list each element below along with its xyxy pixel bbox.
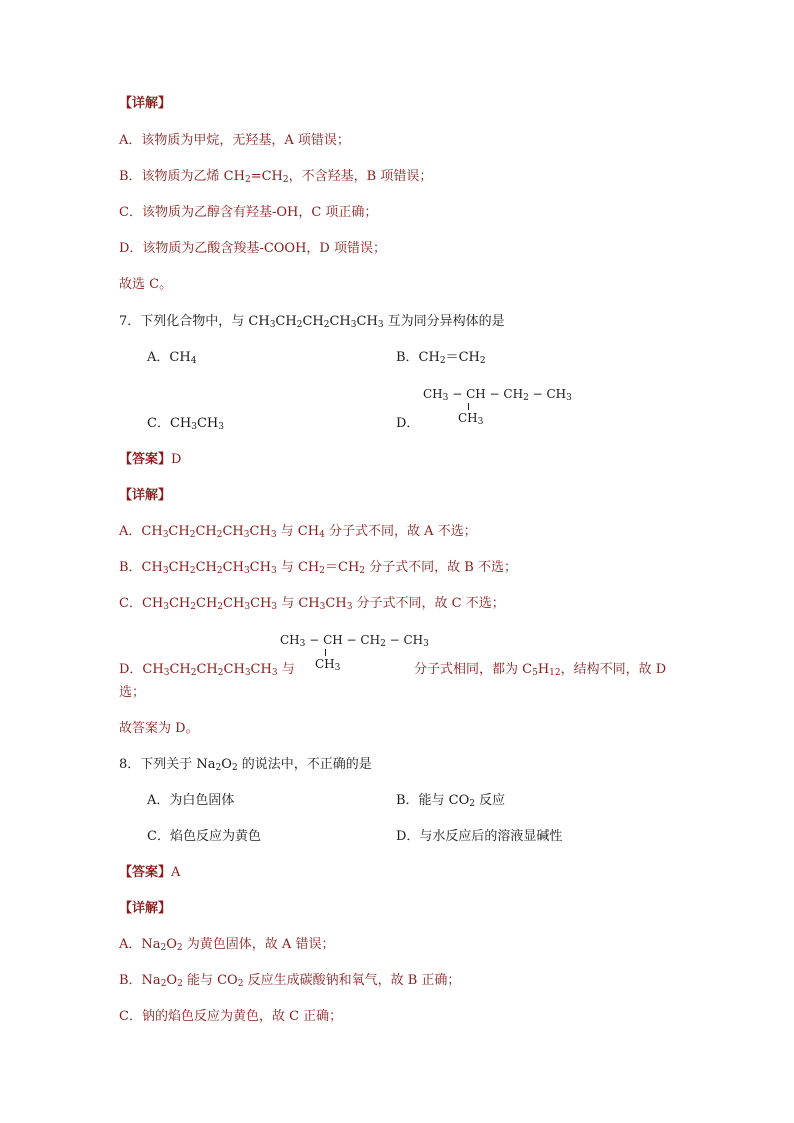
conclusion: 故选 C。	[119, 277, 173, 292]
subscript: 2	[244, 175, 251, 185]
structural-formula	[423, 386, 572, 427]
subscript: 2	[479, 356, 486, 366]
subscript: 12	[549, 668, 561, 678]
subscript: 3	[566, 393, 572, 403]
subscript: 2	[190, 668, 197, 678]
subscript: 3	[334, 663, 341, 673]
explain-option-d-right: 分子式相同，都为 $C_5H_{12}$，结构不同，故 D	[414, 662, 667, 678]
subscript: 5	[532, 668, 538, 678]
explain-option-a: A．该物质为甲烷，无羟基，A 项错误；	[119, 133, 350, 148]
subscript: 3	[423, 639, 429, 649]
subscript: 3	[346, 602, 353, 612]
subscript: 2	[217, 668, 224, 678]
explain-option-d: D．该物质为乙酸含羧基-COOH，D 项错误；	[119, 241, 386, 256]
subscript: 2	[217, 602, 224, 612]
subscript: 3	[163, 602, 169, 612]
answer-value: A	[171, 865, 181, 880]
subscript: 3	[269, 320, 276, 330]
subscript: 3	[162, 566, 169, 576]
explain-heading: 【详解】	[119, 96, 172, 111]
explain-option-a: A．$CH_3CH_2CH_2CH_3CH_3$ 与 $CH_4$ 分子式不同，故 A 不选；	[119, 524, 477, 540]
structural-formula-branch: $CH_3$	[315, 657, 341, 673]
subscript: 2	[380, 639, 386, 649]
question-7-option-b: B．$CH_2=CH_2$	[396, 350, 486, 366]
explain-option-b: B．该物质为乙烯 $CH_2=CH_2$，不含羟基，B 项错误；	[119, 169, 433, 185]
subscript: 2	[216, 530, 223, 540]
subscript: 2	[215, 763, 222, 773]
subscript: 3	[244, 668, 251, 678]
subscript: 2	[190, 602, 196, 612]
subscript: 2	[237, 979, 244, 989]
subscript: 2	[160, 943, 167, 953]
subscript: 2	[216, 566, 223, 576]
question-7-option-c: C．$CH_3CH_3$	[147, 416, 224, 432]
subscript: 3	[271, 602, 278, 612]
explain-option-b: B．$Na_2O_2$ 能与 $CO_2$ 反应生成碳酸钠和氧气，故 B 正确；	[119, 973, 461, 989]
subscript: 2	[176, 943, 183, 953]
subscript: 2	[359, 566, 366, 576]
subscript: 2	[160, 979, 167, 989]
bond-line	[325, 649, 326, 656]
explain-option-c: C．钠的焰色反应为黄色，故 C 正确；	[119, 1009, 343, 1024]
subscript: 2	[189, 530, 196, 540]
subscript: 3	[270, 566, 277, 576]
subscript: 3	[350, 320, 357, 330]
question-8-option-c: C．焰色反应为黄色	[147, 829, 261, 844]
subscript: 3	[271, 668, 278, 678]
subscript: 4	[319, 530, 325, 540]
conclusion: 故答案为 D。	[119, 721, 199, 736]
subscript: 2	[231, 763, 238, 773]
subscript: 3	[244, 602, 251, 612]
subscript: 4	[190, 356, 197, 366]
subscript: 3	[477, 417, 484, 427]
question-8-option-b: B．能与 $CO_2$ 反应	[396, 793, 506, 809]
subscript: 2	[323, 320, 330, 330]
explain-heading: 【详解】	[119, 488, 172, 503]
structural-formula-main-chain: $CH_3$ − CH − $CH_2 - CH_3$	[280, 633, 429, 649]
question-8-option-a: A．为白色固体	[147, 793, 235, 808]
subscript: 3	[319, 602, 326, 612]
answer-label	[119, 863, 180, 883]
question-8-option-d: D．与水反应后的溶液显碱性	[396, 829, 563, 844]
subscript: 2	[282, 175, 289, 185]
answer-label	[119, 450, 181, 470]
structural-formula-branch: $CH_3$	[458, 411, 484, 427]
question-7-option-a: A．$CH_4$	[147, 350, 197, 366]
explain-heading: 【详解】	[119, 901, 172, 916]
subscript: 3	[243, 530, 250, 540]
subscript: 2	[469, 799, 476, 809]
answer-heading: 【答案】	[119, 452, 172, 467]
explain-option-a: A．$Na_2O_2$ 为黄色固体，故 A 错误；	[119, 937, 335, 953]
subscript: 2	[523, 393, 529, 403]
explain-option-c: C．$CH_3CH_2CH_2CH_3CH_3$ 与 $CH_3CH_3$ 分子式不同，故 C 不选；	[119, 596, 505, 612]
explain-option-c: C．该物质为乙醇含有羟基-OH，C 项正确；	[119, 205, 378, 220]
structural-formula-main-chain: $CH_3$ − CH − $CH_2 - CH_3$	[423, 387, 572, 403]
question-8-stem: 8．下列关于 $Na_2O_2$ 的说法中，不正确的是	[119, 757, 372, 773]
explain-option-d-continued: 选；	[119, 685, 146, 700]
explain-option-b: B．$CH_3CH_2CH_2CH_3CH_3$ 与 $CH_2=CH_2$ 分子式不同，故 B 不选；	[119, 560, 517, 576]
subscript: 2	[177, 979, 183, 989]
structural-formula	[280, 632, 429, 673]
question-7-option-d: D．	[396, 416, 420, 431]
subscript: 3	[377, 320, 384, 330]
bond-line	[468, 403, 469, 410]
subscript: 3	[163, 668, 170, 678]
subscript: 2	[439, 356, 446, 366]
subscript: 3	[218, 422, 224, 432]
explain-option-d-left: D．$CH_3CH_2CH_2CH_3CH_3$ 与	[119, 662, 295, 678]
answer-value: D	[171, 452, 182, 467]
subscript: 3	[299, 639, 306, 649]
subscript: 2	[189, 566, 196, 576]
subscript: 2	[296, 320, 303, 330]
subscript: 3	[442, 393, 449, 403]
subscript: 2	[319, 566, 325, 576]
subscript: 3	[243, 566, 250, 576]
answer-heading: 【答案】	[119, 865, 172, 880]
question-7-stem: 7．下列化合物中，与 $CH_3CH_2CH_2CH_3CH_3$ 互为同分异构体的是	[119, 314, 505, 330]
subscript: 3	[270, 530, 277, 540]
subscript: 3	[191, 422, 197, 432]
subscript: 3	[162, 530, 169, 540]
